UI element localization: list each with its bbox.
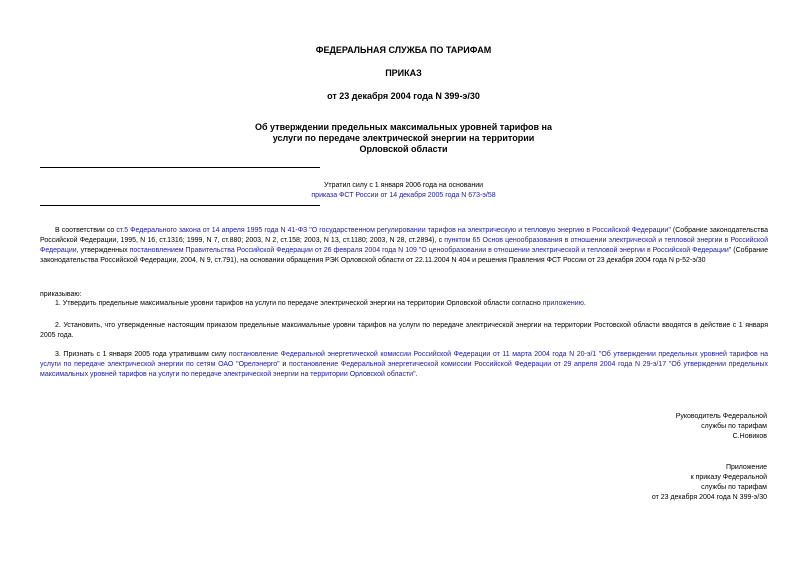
item-3 bbox=[40, 350, 768, 380]
item-1 bbox=[40, 299, 768, 309]
item-2: 2. Установить, что утвержденные настоящим приказом предельные максимальные уровни тарифов на услуги по передаче электрической энергии на территории Ростовской области вводятся в действие с 1 января 2005 года. bbox=[40, 322, 768, 339]
signature-block bbox=[676, 412, 767, 442]
fek-resolution-2-link[interactable]: постановление Федеральной энергетической комиссии Российской Федерации от 29 апреля 2004 года N 29-э/17 "Об утверждении предельных максимальных уровней тарифов на услуги по передаче электрической энергии на территории Орловской области" bbox=[40, 361, 768, 378]
pricing-basics-link[interactable]: пунктом 65 Основ ценообразования в отношении электрической и тепловой энергии в Российской Федерации bbox=[40, 237, 768, 254]
divider-top bbox=[40, 167, 320, 168]
preamble-text-4: (Собрание законодательства Российской Федерации, 2004, N 9, ст.791), на основании обращения РЭК Орловской области от 22.11.2004 N 404 и решения Правления ФСТ России от 23 декабря 2004 года N р-52-э/30 bbox=[40, 247, 768, 264]
item-1-text: 1. Утвердить предельные максимальные уровни тарифов на услуги по передаче электрической энергии на территории Орловской области согласно bbox=[55, 300, 543, 307]
federal-law-link[interactable]: ст.5 Федерального закона от 14 апреля 1995 года N 41-ФЗ "О государственном регулировании тарифов на электрическую и тепловую энергию в Российской Федерации" bbox=[116, 227, 671, 234]
item-3-end: . bbox=[415, 371, 418, 378]
status-note: Утратил силу с 1 января 2006 года на основании bbox=[323, 182, 484, 189]
document-date-number: от 23 декабря 2004 года N 399-э/30 bbox=[327, 91, 480, 101]
preamble-text-2: (Собрание законодательства Российской Федерации, 1995, N 16, ст.1316; 1999, N 7, ст.880; 2003, N 2, ст.158; 2003, N 13, ст.1180; 2003, N 28, ст.2894), с bbox=[40, 227, 768, 244]
document-title-line3: Орловской области bbox=[359, 144, 448, 154]
agency-name: ФЕДЕРАЛЬНАЯ СЛУЖБА ПО ТАРИФАМ bbox=[315, 45, 492, 55]
status-link[interactable]: приказа ФСТ России от 14 декабря 2005 года N 673-э/58 bbox=[311, 192, 496, 199]
document-type: ПРИКАЗ bbox=[385, 68, 422, 78]
divider-bottom bbox=[40, 205, 320, 206]
item-1-end: . bbox=[583, 300, 586, 307]
preamble-text-1: В соответствии со bbox=[55, 227, 117, 234]
item-3-text-2: и bbox=[279, 361, 290, 368]
signature-name: С.Новиков bbox=[732, 433, 767, 440]
item-3-text-1: 3. Признать с 1 января 2005 года утратившим силу bbox=[55, 351, 229, 358]
signature-line-1: Руководитель Федеральной bbox=[675, 413, 767, 420]
preamble-text-3: , утвержденных bbox=[76, 247, 130, 254]
document-title-line1: Об утверждении предельных максимальных уровней тарифов на bbox=[255, 122, 552, 132]
preamble-paragraph bbox=[40, 226, 768, 266]
document-title-line2: услуги по передаче электрической энергии на территории bbox=[272, 133, 535, 143]
signature-line-2: службы по тарифам bbox=[701, 423, 767, 430]
fek-resolution-1-link[interactable]: постановление Федеральной энергетической комиссии Российской Федерации от 11 марта 2004 года N 20-э/1 "Об утверждении предельных уровней тарифов на услуги по передаче электрической энергии по сетям ОАО "Орелэнерго" bbox=[40, 351, 768, 368]
appendix-line-4: от 23 декабря 2004 года N 399-э/30 bbox=[651, 494, 767, 501]
appendix-line-1: Приложение bbox=[725, 464, 767, 471]
appendix-line-2: к приказу Федеральной bbox=[690, 474, 767, 481]
order-word: приказываю: bbox=[40, 291, 82, 298]
government-resolution-link[interactable]: постановлением Правительства Российской Федерации от 26 февраля 2004 года N 109 "О ценообразовании в отношении электрической и тепловой энергии в Российской Федерации" bbox=[129, 247, 732, 254]
appendix-link[interactable]: приложению bbox=[542, 300, 584, 307]
appendix-block bbox=[652, 463, 767, 503]
appendix-line-3: службы по тарифам bbox=[701, 484, 767, 491]
